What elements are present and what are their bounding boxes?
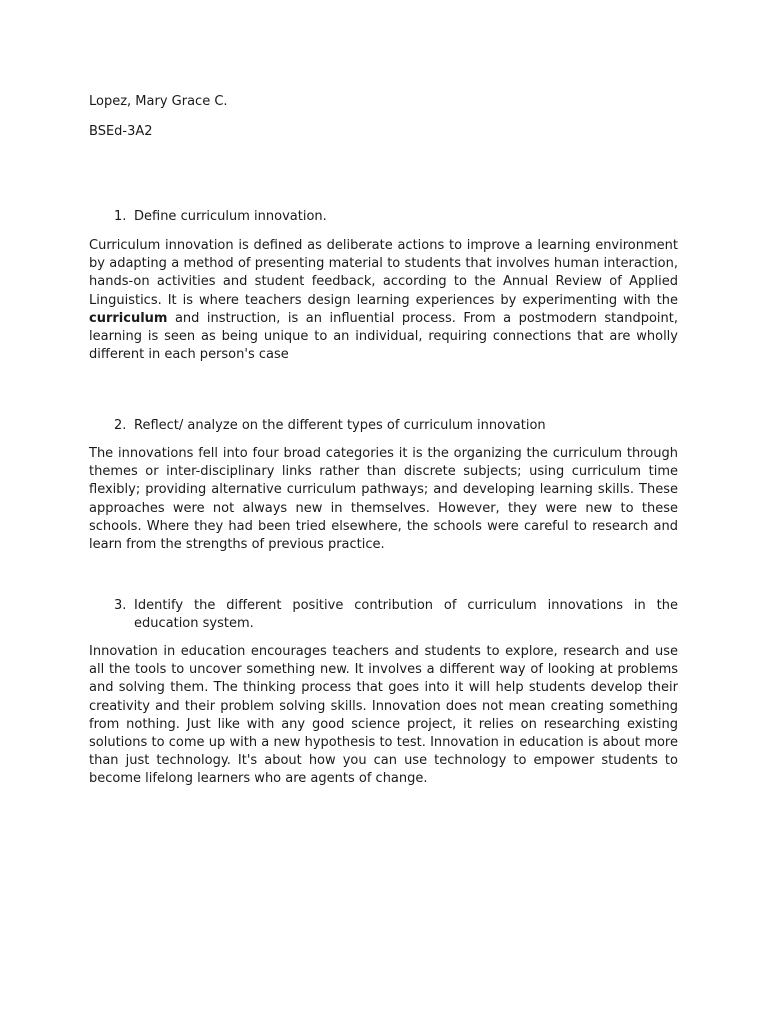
answer-1 (89, 237, 678, 364)
answer-text: Curriculum innovation is defined as deliberate actions to improve a learning environment by adapting a method of presenting material to students that involves human interaction, hands-on activities and student feedback, according to the Annual Review of Applied Linguistics. It is where teachers design learning experiences by experimenting with the (89, 238, 678, 308)
answer-3: Innovation in education encourages teachers and students to explore, research and use all the tools to uncover something new. It involves a different way of looking at problems and solving them. The thinking process that goes into it will help students develop their creativity and their problem solving skills. Innovation does not mean creating something from nothing. Just like with any good science project, it relies on researching existing solutions to come up with a new hypothesis to test. Innovation in education is about more than just technology. It's about how you can use technology to empower students to become lifelong learners who are agents of change. (89, 644, 678, 787)
question-2 (89, 417, 678, 435)
answer-2: The innovations fell into four broad categories it is the organizing the curriculum through themes or inter-disciplinary links rather than discrete subjects; using curriculum time flexibly; providing alternative curriculum pathways; and developing learning skills. These approaches were not always new in themselves. However, they were new to these schools. Where they had been tried elsewhere, the schools were careful to research and learn from the strengths of previous practice. (89, 446, 678, 553)
student-section: BSEd-3A2 (89, 124, 153, 139)
question-number: 3. (114, 598, 127, 613)
question-text: Reflect/ analyze on the different types of curriculum innovation (134, 418, 546, 433)
question-3 (89, 597, 678, 633)
question-text: Define curriculum innovation. (134, 209, 327, 224)
question-number: 2. (114, 418, 127, 433)
question-text: Identify the different positive contribution of curriculum innovations in the education system. (134, 598, 678, 631)
answer-bold-term: curriculum (89, 310, 168, 326)
student-name: Lopez, Mary Grace C. (89, 94, 228, 109)
question-1 (89, 208, 678, 226)
question-number: 1. (114, 209, 127, 224)
answer-text: and instruction, is an influential process. From a postmodern standpoint, learning is seen as being unique to an individual, requiring connections that are wholly different in each person's case (89, 310, 678, 363)
